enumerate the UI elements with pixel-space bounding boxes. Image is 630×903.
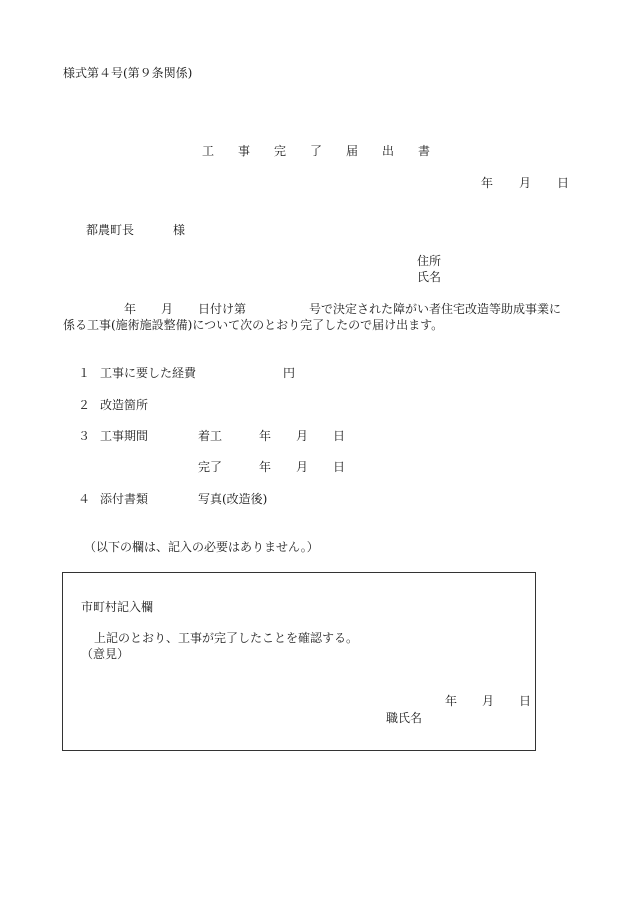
date-month: 月: [519, 176, 532, 190]
name-label: 氏名: [417, 270, 442, 284]
period-end-day: 日: [333, 460, 346, 474]
body-line2: 係る工事(施術施設整備)について次のとおり完了したので届け出ます。: [63, 318, 444, 332]
municipal-opinion: （意見）: [81, 647, 130, 661]
municipal-confirm: 上記のとおり、工事が完了したことを確認する。: [94, 631, 359, 645]
municipal-title: 市町村記入欄: [81, 600, 154, 614]
period-start-year: 年: [259, 429, 272, 443]
body-year: 年: [124, 302, 137, 316]
item-cost-label: 工事に要した経費: [100, 366, 197, 380]
municipal-note: （以下の欄は、記入の必要はありません。）: [84, 540, 319, 554]
body-month: 月: [161, 302, 174, 316]
municipal-day: 日: [519, 694, 532, 708]
title-char: 完: [274, 144, 287, 158]
municipal-official: 職氏名: [386, 711, 423, 725]
municipal-month: 月: [482, 694, 495, 708]
item-place-number: ２: [78, 398, 91, 412]
recipient-name: 都農町長: [86, 223, 135, 237]
date-year: 年: [481, 176, 494, 190]
title-char: 書: [418, 144, 431, 158]
body-decided: 号で決定された障がい者住宅改造等助成事業に: [309, 302, 562, 316]
period-start-label: 着工: [198, 429, 223, 443]
item-cost-number: １: [78, 366, 91, 380]
period-end-label: 完了: [198, 460, 223, 474]
item-period-label: 工事期間: [100, 429, 149, 443]
item-period-number: ３: [78, 429, 91, 443]
period-start-day: 日: [333, 429, 346, 443]
title-char: 届: [346, 144, 359, 158]
address-label: 住所: [417, 254, 442, 268]
body-dated: 日付け第: [198, 302, 247, 316]
item-attach-number: ４: [78, 492, 91, 506]
title-char: 事: [238, 144, 251, 158]
title-char: 工: [202, 144, 215, 158]
item-cost-unit: 円: [283, 366, 296, 380]
title-char: 出: [382, 144, 395, 158]
item-attach-label: 添付書類: [100, 492, 149, 506]
title-char: 了: [310, 144, 323, 158]
item-attach-value: 写真(改造後): [198, 492, 268, 506]
period-end-month: 月: [296, 460, 309, 474]
form-number: 様式第４号(第９条関係): [63, 66, 193, 80]
municipal-box: [62, 572, 536, 751]
period-start-month: 月: [296, 429, 309, 443]
municipal-year: 年: [445, 694, 458, 708]
period-end-year: 年: [259, 460, 272, 474]
item-place-label: 改造箇所: [100, 398, 149, 412]
date-day: 日: [557, 176, 570, 190]
document-title: [202, 144, 430, 158]
recipient-honorific: 様: [173, 223, 186, 237]
